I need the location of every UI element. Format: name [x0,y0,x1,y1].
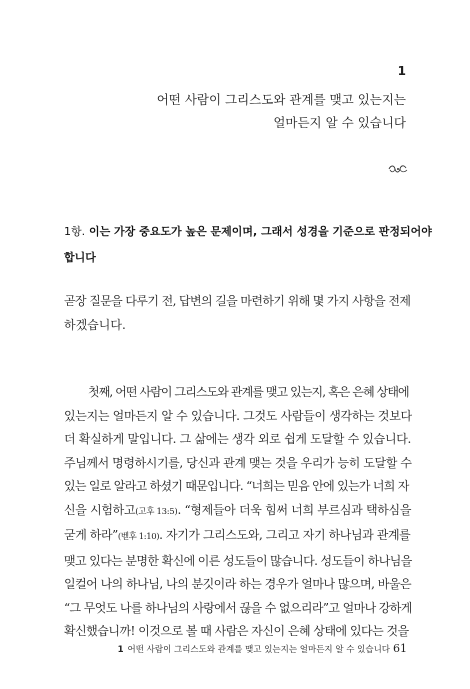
body-text: 굳게 하라” [64,528,118,542]
body-line: “그 무엇도 나를 하나님의 사랑에서 끊을 수 없으리라”고 얼마나 강하게 [64,600,412,615]
chapter-title-line: 어떤 사람이 그리스도와 관계를 맺고 있는지는 [156,92,406,107]
section-heading [64,219,432,271]
footer-running-title: 어떤 사람이 그리스도와 관계를 맺고 있는지는 얼마든지 알 수 있습니다 [127,645,390,655]
footer-chapter-number: 1 [117,645,124,655]
scripture-reference: (고후 13:5) [135,506,178,517]
intro-line: 하겠습니다. [64,317,126,332]
body-line: 확신했습니까! 이것으로 볼 때 사람은 자신이 은혜 상태에 있다는 것을 [64,624,409,638]
body-line: 맺고 있다는 분명한 확신에 이른 성도들이 많습니다. 성도들이 하나님을 [64,553,412,568]
body-text: 신을 시험하고 [64,502,136,517]
body-line: 있는지는 얼마든지 알 수 있습니다. 그것도 사람들이 생각하는 것보다 [64,408,412,423]
body-paragraph [64,381,412,644]
intro-paragraph [64,290,412,337]
ornament-icon [388,163,408,175]
body-line [64,499,412,525]
page-number: 61 [393,642,407,655]
scripture-reference: (벧후 1:10) [117,532,160,542]
running-footer [118,643,407,656]
body-line: 일컬어 나의 하나님, 나의 분깃이라 하는 경우가 얼마나 많으며, 바울은 [64,577,412,591]
body-line: 있는 일로 알라고 하셨기 때문입니다. “너희는 믿음 안에 있는가 너희 자 [64,479,409,493]
body-line: 더 확실하게 말입니다. 그 삶에는 생각 외로 쉽게 도달할 수 있습니다. [64,432,412,446]
body-line [64,524,412,550]
section-number: 1항. [64,225,86,238]
intro-line: 곧장 질문을 다루기 전, 답변의 길을 마련하기 위해 몇 가지 사항을 전제 [64,294,411,308]
body-line: 주님께서 명령하시기를, 당신과 관계 맺는 것을 우리가 능히 도달할 수 [64,455,412,470]
section-heading-line: 합니다 [64,251,96,264]
body-text: . 자기가 그리스도와, 그리고 자기 하나님과 관계를 [159,528,411,542]
chapter-number: 1 [397,64,406,78]
section-heading-line [64,219,432,245]
chapter-title-line: 얼마든지 알 수 있습니다 [273,115,406,130]
chapter-title [157,88,406,134]
body-text: . “형제들아 더욱 힘써 너희 부르심과 택하심을 [177,502,412,517]
body-line: 첫째, 어떤 사람이 그리스도와 관계를 맺고 있는지, 혹은 은혜 상태에 [88,385,409,399]
section-heading-text: 이는 가장 중요도가 높은 문제이며, 그래서 성경을 기준으로 판정되어야 [88,225,432,238]
